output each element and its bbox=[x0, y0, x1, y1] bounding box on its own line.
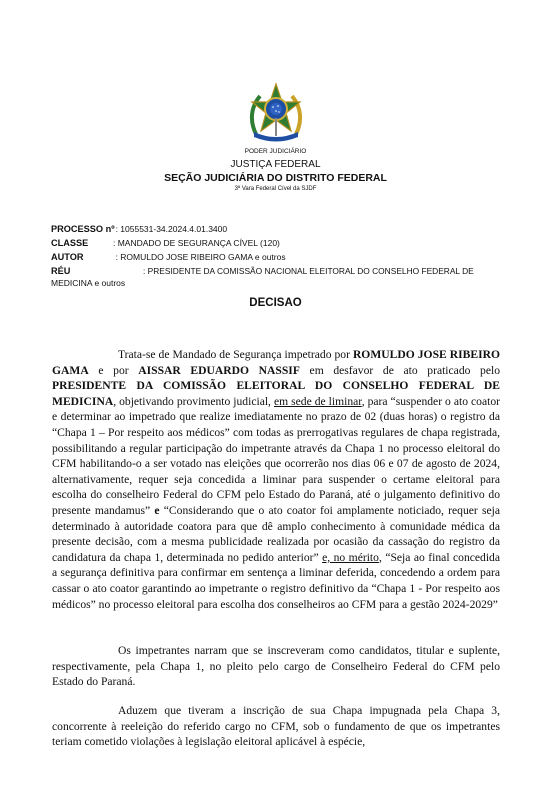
processo-label: PROCESSO nº bbox=[51, 224, 115, 234]
reu-value-continuation: MEDICINA e outros bbox=[51, 278, 126, 288]
p1-text-i: , para “suspender o ato coator e determinar ao impetrado que realize imediatamente no prazo de 02 (duas horas) o registro da “Chapa 1 – Por respeito aos médicos” com todas as prerrogativas regulares de chapa registrada, possibilitando a regular participação do impetrante através da Chapa 1 no processo eleitoral do CFM habilitando-o a ser votado nas eleições que ocorrerão nos dias 06 e 07 de agosto de 2024, alternativamente, requer seja concedida a liminar para suspender o certame eleitoral para escolha do conselheiro Federal do CFM pelo Estado do Paraná, até o julgamento definitivo do presente mandamus” bbox=[52, 394, 500, 517]
header-line-vara: 3ª Vara Federal Cível da SJDF bbox=[234, 186, 317, 192]
autor-value: : ROMULDO JOSE RIBEIRO GAMA e outros bbox=[115, 252, 286, 262]
p1-impetrante-2: AISSAR EDUARDO NASSIF bbox=[138, 363, 300, 377]
classe-label: CLASSE bbox=[51, 238, 89, 248]
autor-label: AUTOR bbox=[51, 252, 84, 262]
classe-row bbox=[51, 237, 280, 249]
p1-text-k: “Considerando que o ato coator foi amplamente noticiado, requer seja determinado à autoridade coatora para que dê amplo conhecimento à comunidade médica da presente decisão, com a mesma publicidade realizada por ocasião da cassação do registro da candidatura da chapa 1, determinada no pedido anterior” bbox=[52, 503, 500, 564]
header-line-secao-judiciaria: SEÇÃO JUDICIÁRIA DO DISTRITO FEDERAL bbox=[164, 172, 387, 184]
paragraph-1 bbox=[52, 347, 500, 612]
header-line-justica-federal: JUSTIÇA FEDERAL bbox=[230, 159, 321, 170]
p3-text: Aduzem que tiveram a inscrição de sua Chapa impugnada pela Chapa 3, concorrente à reeleição do referido cargo no CFM, sob o fundamento de que os impetrantes teriam cometido violações à legislação eleitoral aplicável à espécie, bbox=[52, 704, 500, 749]
p2-text: Os impetrantes narram que se inscreveram como candidatos, titular e suplente, respectivamente, pela Chapa 1, no pleito pelo cargo de Conselheiro Federal do CFM pelo Estado do Paraná. bbox=[52, 644, 500, 689]
paragraph-2 bbox=[52, 643, 500, 690]
reu-row bbox=[51, 265, 474, 277]
brazil-coat-of-arms-icon bbox=[246, 82, 306, 144]
p1-text-a: Trata-se de Mandado de Segurança impetrado por bbox=[118, 348, 353, 361]
reu-label: RÉU bbox=[51, 266, 71, 276]
p1-merito: e, no mérito bbox=[322, 550, 379, 564]
p1-autoridade: PRESIDENTE DA COMISSÃO ELEITORAL DO CONSELHO FEDERAL DE MEDICINA bbox=[52, 379, 500, 408]
document-title: DECISAO bbox=[249, 297, 302, 309]
p1-impetrante-1: ROMULDO JOSE RIBEIRO GAMA bbox=[52, 348, 500, 377]
p1-text-g: , objetivando provimento judicial, bbox=[113, 394, 274, 408]
processo-row bbox=[51, 223, 227, 235]
autor-row bbox=[51, 251, 286, 263]
paragraph-3 bbox=[52, 703, 500, 750]
p1-liminar: em sede de liminar bbox=[273, 394, 362, 408]
reu-value: : PRESIDENTE DA COMISSÃO NACIONAL ELEITORAL DO CONSELHO FEDERAL DE bbox=[143, 266, 474, 276]
header-line-poder-judiciario: PODER JUDICIÁRIO bbox=[244, 148, 307, 155]
p1-text-e: em desfavor de ato praticado pelo bbox=[299, 363, 501, 377]
p1-conj: e bbox=[154, 503, 160, 517]
p1-text-c: e por bbox=[88, 363, 139, 377]
p1-text-m: , “Seja ao final concedida a segurança definitiva para confirmar em sentença a liminar deferida, concedendo a ordem para cassar o ato coator garantindo ao impetrante o registro definitivo da “Chapa 1 - Por respeito aos médicos” no processo eleitoral para escolha dos conselheiros ao CFM para a gestão 2024-2029” bbox=[52, 550, 501, 611]
processo-value: : 1055531-34.2024.4.01.3400 bbox=[115, 224, 228, 234]
classe-value: : MANDADO DE SEGURANÇA CÍVEL (120) bbox=[113, 238, 280, 248]
